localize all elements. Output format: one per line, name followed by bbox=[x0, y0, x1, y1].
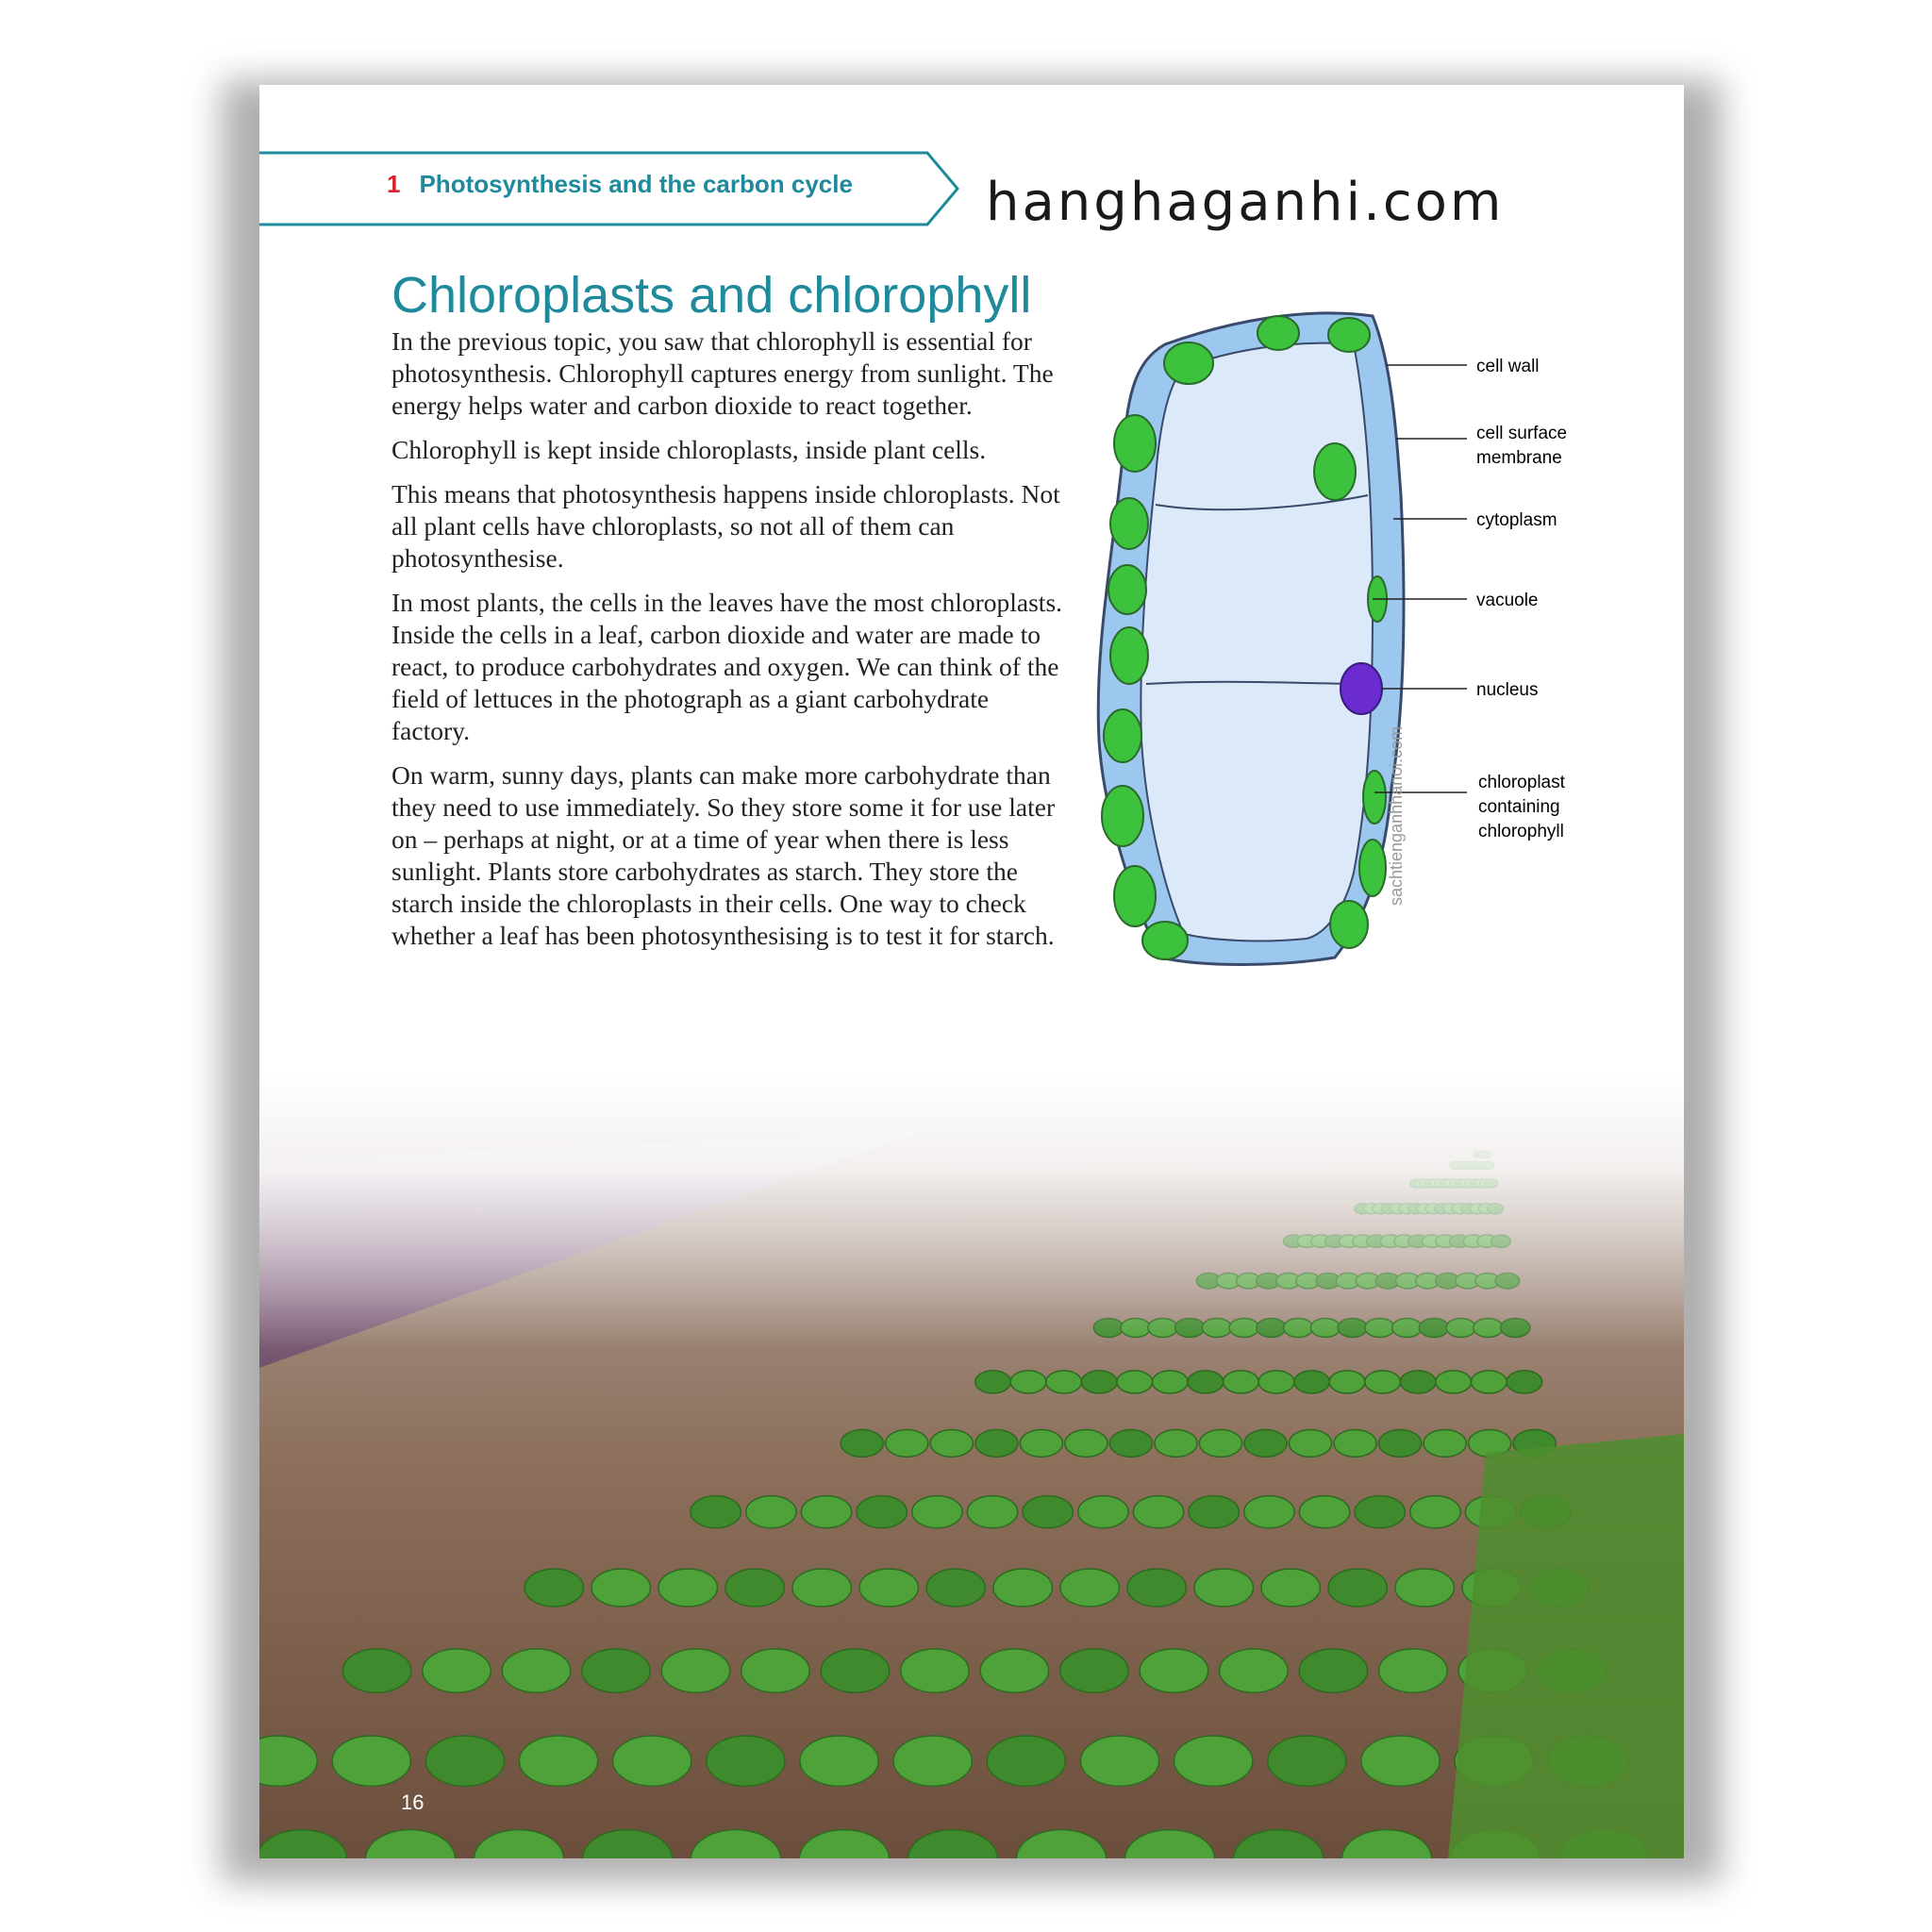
lettuce-plant bbox=[725, 1569, 784, 1607]
lettuce-plant bbox=[425, 1736, 504, 1786]
lettuce-plant bbox=[912, 1496, 962, 1528]
lettuce-plant bbox=[691, 1496, 741, 1528]
paragraph: Chlorophyll is kept inside chloroplasts, inside plant cells. bbox=[391, 435, 987, 464]
lettuce-plant bbox=[423, 1649, 491, 1692]
chloroplast bbox=[1142, 922, 1188, 959]
label-membrane: membrane bbox=[1476, 448, 1562, 468]
chloroplast bbox=[1330, 901, 1368, 948]
lettuce-plant bbox=[1010, 1371, 1046, 1393]
lettuce-plant bbox=[1471, 1371, 1507, 1393]
lettuce-plant bbox=[800, 1736, 878, 1786]
lettuce-plant bbox=[1117, 1371, 1153, 1393]
lettuce-plant bbox=[1244, 1496, 1294, 1528]
chloroplast bbox=[1110, 627, 1148, 684]
paragraph: In the previous topic, you saw that chlorophyll is essential for photosynthesis. Chlorophyll captures energy from sunlight. The energy helps water and carbon dioxide to react together. bbox=[391, 326, 1054, 420]
lettuce-plant bbox=[857, 1496, 907, 1528]
lettuce-plant bbox=[1020, 1430, 1062, 1457]
lettuce-plant bbox=[1023, 1496, 1073, 1528]
lettuce-plant bbox=[613, 1736, 691, 1786]
lettuce-plant bbox=[1329, 1371, 1365, 1393]
lettuce-plant bbox=[502, 1649, 570, 1692]
lettuce-plant bbox=[975, 1371, 1011, 1393]
lettuce-plant bbox=[1507, 1371, 1542, 1393]
lettuce-plant bbox=[591, 1569, 650, 1607]
lettuce-plant bbox=[1258, 1371, 1294, 1393]
nucleus bbox=[1341, 663, 1382, 714]
lettuce-plant bbox=[1361, 1736, 1440, 1786]
chloroplast bbox=[1164, 342, 1213, 384]
lettuce-plant bbox=[1194, 1569, 1253, 1607]
lettuce-plant bbox=[1174, 1736, 1253, 1786]
lettuce-plant bbox=[1152, 1371, 1188, 1393]
lettuce-plant bbox=[1140, 1649, 1208, 1692]
lettuce-plant bbox=[1436, 1371, 1472, 1393]
textbook-page bbox=[259, 85, 1684, 1858]
lettuce-plant bbox=[582, 1649, 650, 1692]
chloroplast bbox=[1328, 318, 1370, 352]
paragraph: In most plants, the cells in the leaves have the most chloroplasts. Inside the cells in a leaf, carbon dioxide and water are made to react, to produce carbohydrates and oxygen. We can think of the field of lettuces in the photograph as a giant carbohydrate factory. bbox=[391, 588, 1063, 745]
lettuce-plant bbox=[792, 1569, 851, 1607]
lettuce-plant bbox=[1244, 1430, 1287, 1457]
lettuce-plant bbox=[1424, 1430, 1466, 1457]
lettuce-plant bbox=[1127, 1569, 1186, 1607]
lettuce-plant bbox=[1081, 1371, 1117, 1393]
lettuce-plant bbox=[525, 1569, 583, 1607]
side-watermark: sachtienganhhanoi.com bbox=[1387, 725, 1406, 906]
lettuce-plant bbox=[1155, 1430, 1197, 1457]
lettuce-plant bbox=[1224, 1371, 1259, 1393]
chloroplast bbox=[1104, 709, 1141, 762]
lettuce-plant bbox=[1379, 1430, 1422, 1457]
paragraph: This means that photosynthesis happens inside chloroplasts. Not all plant cells have chloroplasts, so not all of them can photosynthesise. bbox=[391, 479, 1060, 573]
lettuce-plant bbox=[1060, 1569, 1119, 1607]
lettuce-plant bbox=[1189, 1496, 1239, 1528]
lettuce-plant bbox=[519, 1736, 597, 1786]
lettuce-plant bbox=[967, 1496, 1017, 1528]
lettuce-plant bbox=[886, 1430, 928, 1457]
lettuce-plant bbox=[1400, 1371, 1436, 1393]
body-text bbox=[391, 325, 1071, 964]
lettuce-plant bbox=[1046, 1371, 1082, 1393]
label-containing: containing bbox=[1478, 797, 1560, 817]
chloroplast bbox=[1110, 498, 1148, 549]
chapter-header bbox=[387, 170, 853, 199]
label-cell-surface: cell surface bbox=[1476, 424, 1568, 443]
lettuce-plant bbox=[1133, 1496, 1183, 1528]
lettuce-plant bbox=[741, 1649, 809, 1692]
chloroplast bbox=[1108, 565, 1146, 614]
lettuce-plant bbox=[1334, 1430, 1376, 1457]
lettuce-plant bbox=[707, 1736, 785, 1786]
lettuce-plant bbox=[1078, 1496, 1128, 1528]
label-vacuole: vacuole bbox=[1476, 591, 1539, 610]
lettuce-plant bbox=[342, 1649, 410, 1692]
lettuce-plant bbox=[987, 1736, 1065, 1786]
page-number: 16 bbox=[401, 1790, 425, 1814]
paragraph: On warm, sunny days, plants can make more carbohydrate than they need to use immediately. So they store some it for use later on – perhaps at night, or at a time of year when there is less sunlight. Plants store carbohydrates as starch. They store the starch inside the chloroplasts in their cells. One way to check whether a leaf has been photosynthesising is to test it for starch. bbox=[391, 760, 1056, 950]
chloroplast bbox=[1359, 840, 1386, 896]
lettuce-plant bbox=[1299, 1649, 1367, 1692]
chapter-number: 1 bbox=[387, 170, 401, 198]
lettuce-plant bbox=[332, 1736, 410, 1786]
lettuce-plant bbox=[1410, 1496, 1460, 1528]
lettuce-plant bbox=[1220, 1649, 1288, 1692]
label-cytoplasm: cytoplasm bbox=[1476, 510, 1557, 530]
lettuce-plant bbox=[1294, 1371, 1330, 1393]
lettuce-plant bbox=[821, 1649, 889, 1692]
lettuce-plant bbox=[1080, 1736, 1158, 1786]
brand-watermark: hanghaganhi.com bbox=[986, 172, 1505, 233]
chloroplast bbox=[1257, 316, 1299, 350]
lettuce-plant bbox=[980, 1649, 1048, 1692]
page-title: Chloroplasts and chlorophyll bbox=[391, 267, 1032, 324]
photo-fade bbox=[259, 1066, 1684, 1349]
lettuce-plant bbox=[801, 1496, 851, 1528]
lettuce-plant bbox=[1328, 1569, 1387, 1607]
lettuce-plant bbox=[1060, 1649, 1128, 1692]
lettuce-plant bbox=[930, 1430, 973, 1457]
lettuce-plant bbox=[1188, 1371, 1224, 1393]
label-chloroplast: chloroplast bbox=[1478, 773, 1565, 792]
lettuce-plant bbox=[1365, 1371, 1401, 1393]
lettuce-plant bbox=[661, 1649, 729, 1692]
lettuce-plant bbox=[859, 1569, 918, 1607]
lettuce-plant bbox=[841, 1430, 883, 1457]
lettuce-plant bbox=[1268, 1736, 1346, 1786]
lettuce-plant bbox=[1261, 1569, 1320, 1607]
lettuce-plant bbox=[1355, 1496, 1405, 1528]
lettuce-plant bbox=[1379, 1649, 1447, 1692]
lettuce-plant bbox=[1109, 1430, 1152, 1457]
label-nucleus: nucleus bbox=[1476, 680, 1539, 700]
lettuce-plant bbox=[1065, 1430, 1108, 1457]
chloroplast bbox=[1114, 866, 1156, 926]
lettuce-plant bbox=[658, 1569, 717, 1607]
lettuce-plant bbox=[993, 1569, 1052, 1607]
lettuce-plant bbox=[746, 1496, 796, 1528]
lettuce-plant bbox=[1289, 1430, 1331, 1457]
plant-cell-diagram bbox=[1090, 307, 1618, 986]
chloroplast bbox=[1114, 415, 1156, 472]
lettuce-plant bbox=[975, 1430, 1018, 1457]
chloroplast bbox=[1314, 443, 1356, 500]
lettuce-plant bbox=[926, 1569, 985, 1607]
label-cell-wall: cell wall bbox=[1476, 357, 1540, 376]
lettuce-plant bbox=[901, 1649, 969, 1692]
chapter-title: Photosynthesis and the carbon cycle bbox=[419, 170, 853, 198]
lettuce-plant bbox=[1395, 1569, 1454, 1607]
chloroplast bbox=[1363, 771, 1386, 824]
lettuce-plant bbox=[1299, 1496, 1349, 1528]
chloroplast bbox=[1102, 786, 1143, 846]
vacuole bbox=[1141, 343, 1373, 941]
lettuce-plant bbox=[1199, 1430, 1241, 1457]
label-chlorophyll: chlorophyll bbox=[1478, 822, 1564, 841]
lettuce-plant bbox=[893, 1736, 972, 1786]
